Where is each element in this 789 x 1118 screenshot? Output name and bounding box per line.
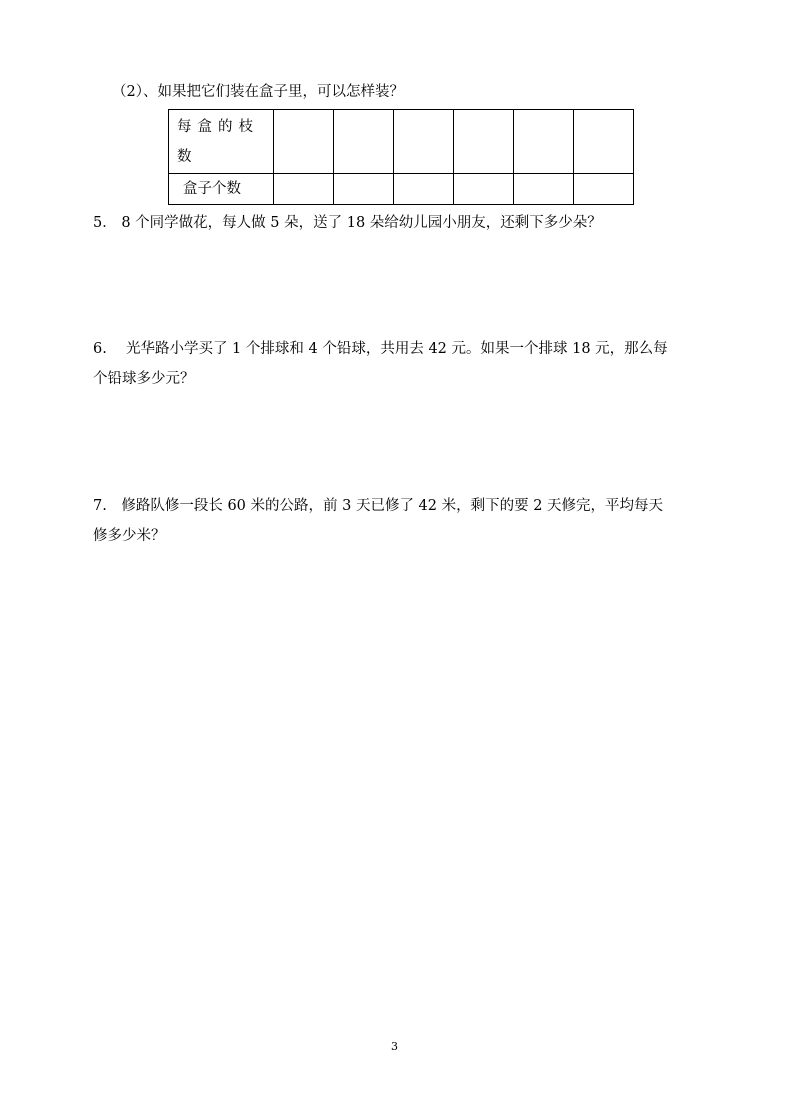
blank-cell [274,174,334,205]
packing-table [168,109,634,205]
question-7-line-2: 修多少米？ [93,528,166,544]
blank-cell [274,110,334,174]
question-6-line-2: 个铅球多少元？ [93,371,195,387]
row-header-stems-per-box: 每盒的枝数 [169,110,274,174]
blank-cell [334,174,394,205]
blank-cell [574,110,634,174]
blank-cell [574,174,634,205]
blank-cell [454,174,514,205]
blank-cell [394,174,454,205]
blank-cell [394,110,454,174]
table-row-stems-per-box [169,110,634,174]
blank-cell [514,174,574,205]
row-header-box-count: 盒子个数 [169,174,274,205]
page-number: 3 [391,1040,398,1053]
blank-cell [334,110,394,174]
table-row-box-count [169,174,634,205]
blank-cell [514,110,574,174]
subquestion-2-text: （2）、如果把它们装在盒子里，可以怎样装？ [112,84,404,100]
blank-cell [454,110,514,174]
question-6-line-1: 6. 光华路小学买了 1 个排球和 4 个铅球，共用去 42 元。如果一个排球 18 元，那么每 [93,341,668,357]
question-5-text: 5． 8 个同学做花，每人做 5 朵，送了 18 朵给幼儿园小朋友，还剩下多少朵？ [93,215,602,231]
question-7-line-1: 7. 修路队修一段长 60 米的公路，前 3 天已修了 42 米，剩下的要 2 天修完，平均每天 [93,498,664,514]
